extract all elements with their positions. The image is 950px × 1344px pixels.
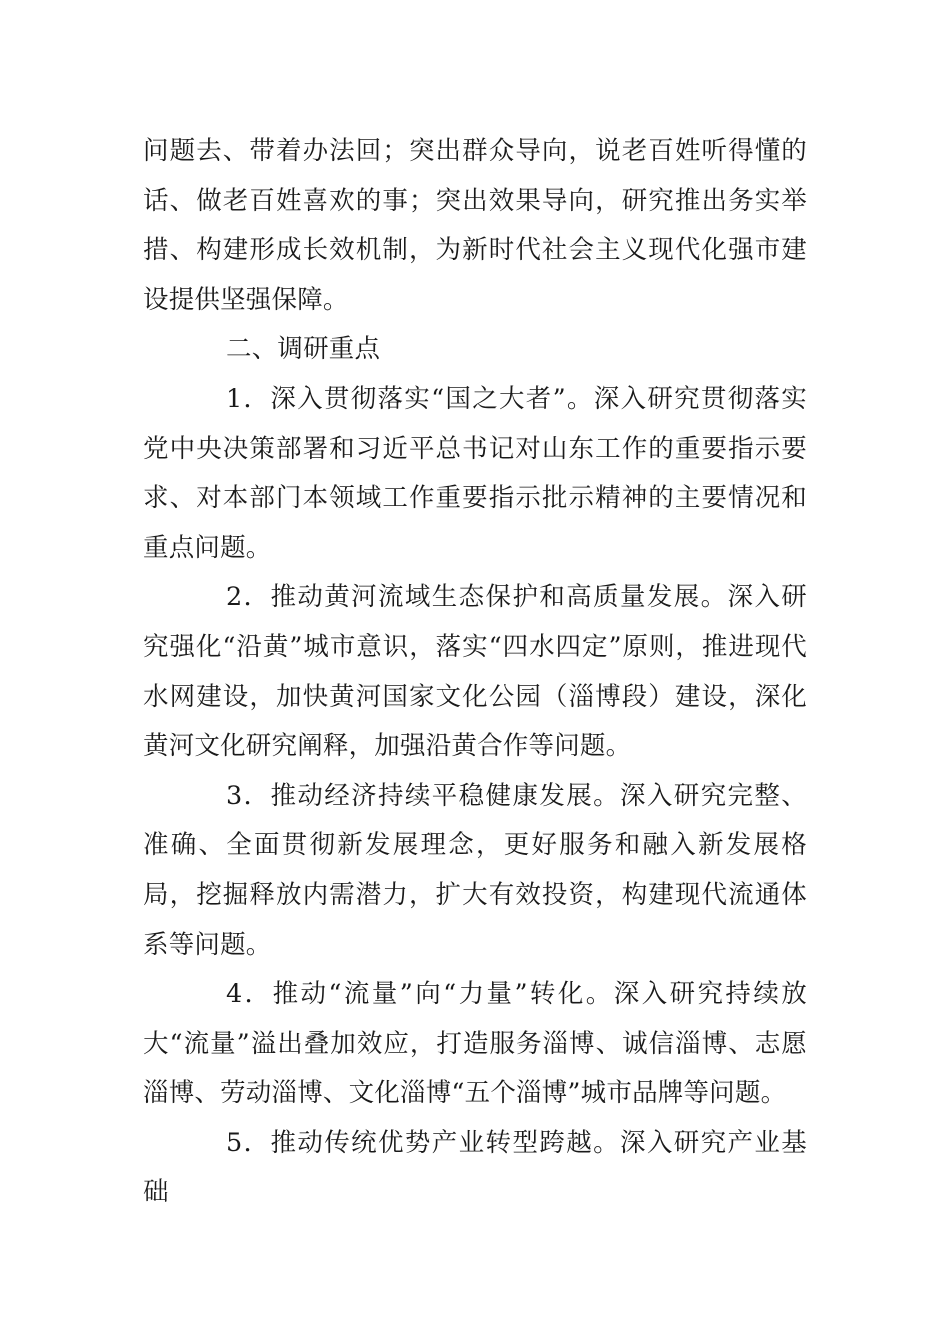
paragraph-item-5: 5．推动传统优势产业转型跨越。深入研究产业基础 (143, 1127, 807, 1208)
paragraph-item-2: 2．推动黄河流域生态保护和高质量发展。深入研究强化“沿黄”城市意识，落实“四水四定”原则，推进现代水网建设，加快黄河国家文化公园（淄博段）建设，深化黄河文化研究阐释，加强沿黄合作等问题。 (143, 582, 807, 762)
section-heading: 二、调研重点 (226, 334, 381, 365)
paragraph-continuation: 问题去、带着办法回；突出群众导向，说老百姓听得懂的话、做老百姓喜欢的事；突出效果导向，研究推出务实举措、构建形成长效机制，为新时代社会主义现代化强市建设提供坚强保障。 (143, 136, 807, 315)
document-page (143, 127, 807, 1218)
paragraph-item-4: 4．推动“流量”向“力量”转化。深入研究持续放大“流量”溢出叠加效应，打造服务淄博、诚信淄博、志愿淄博、劳动淄博、文化淄博“五个淄博”城市品牌等问题。 (143, 979, 807, 1109)
paragraph-item-1: 1．深入贯彻落实“国之大者”。深入研究贯彻落实党中央决策部署和习近平总书记对山东工作的重要指示要求、对本部门本领域工作重要指示批示精神的主要情况和重点问题。 (143, 383, 807, 563)
paragraph-item-3: 3．推动经济持续平稳健康发展。深入研究完整、准确、全面贯彻新发展理念，更好服务和融入新发展格局，挖掘释放内需潜力，扩大有效投资，构建现代流通体系等问题。 (143, 780, 807, 960)
